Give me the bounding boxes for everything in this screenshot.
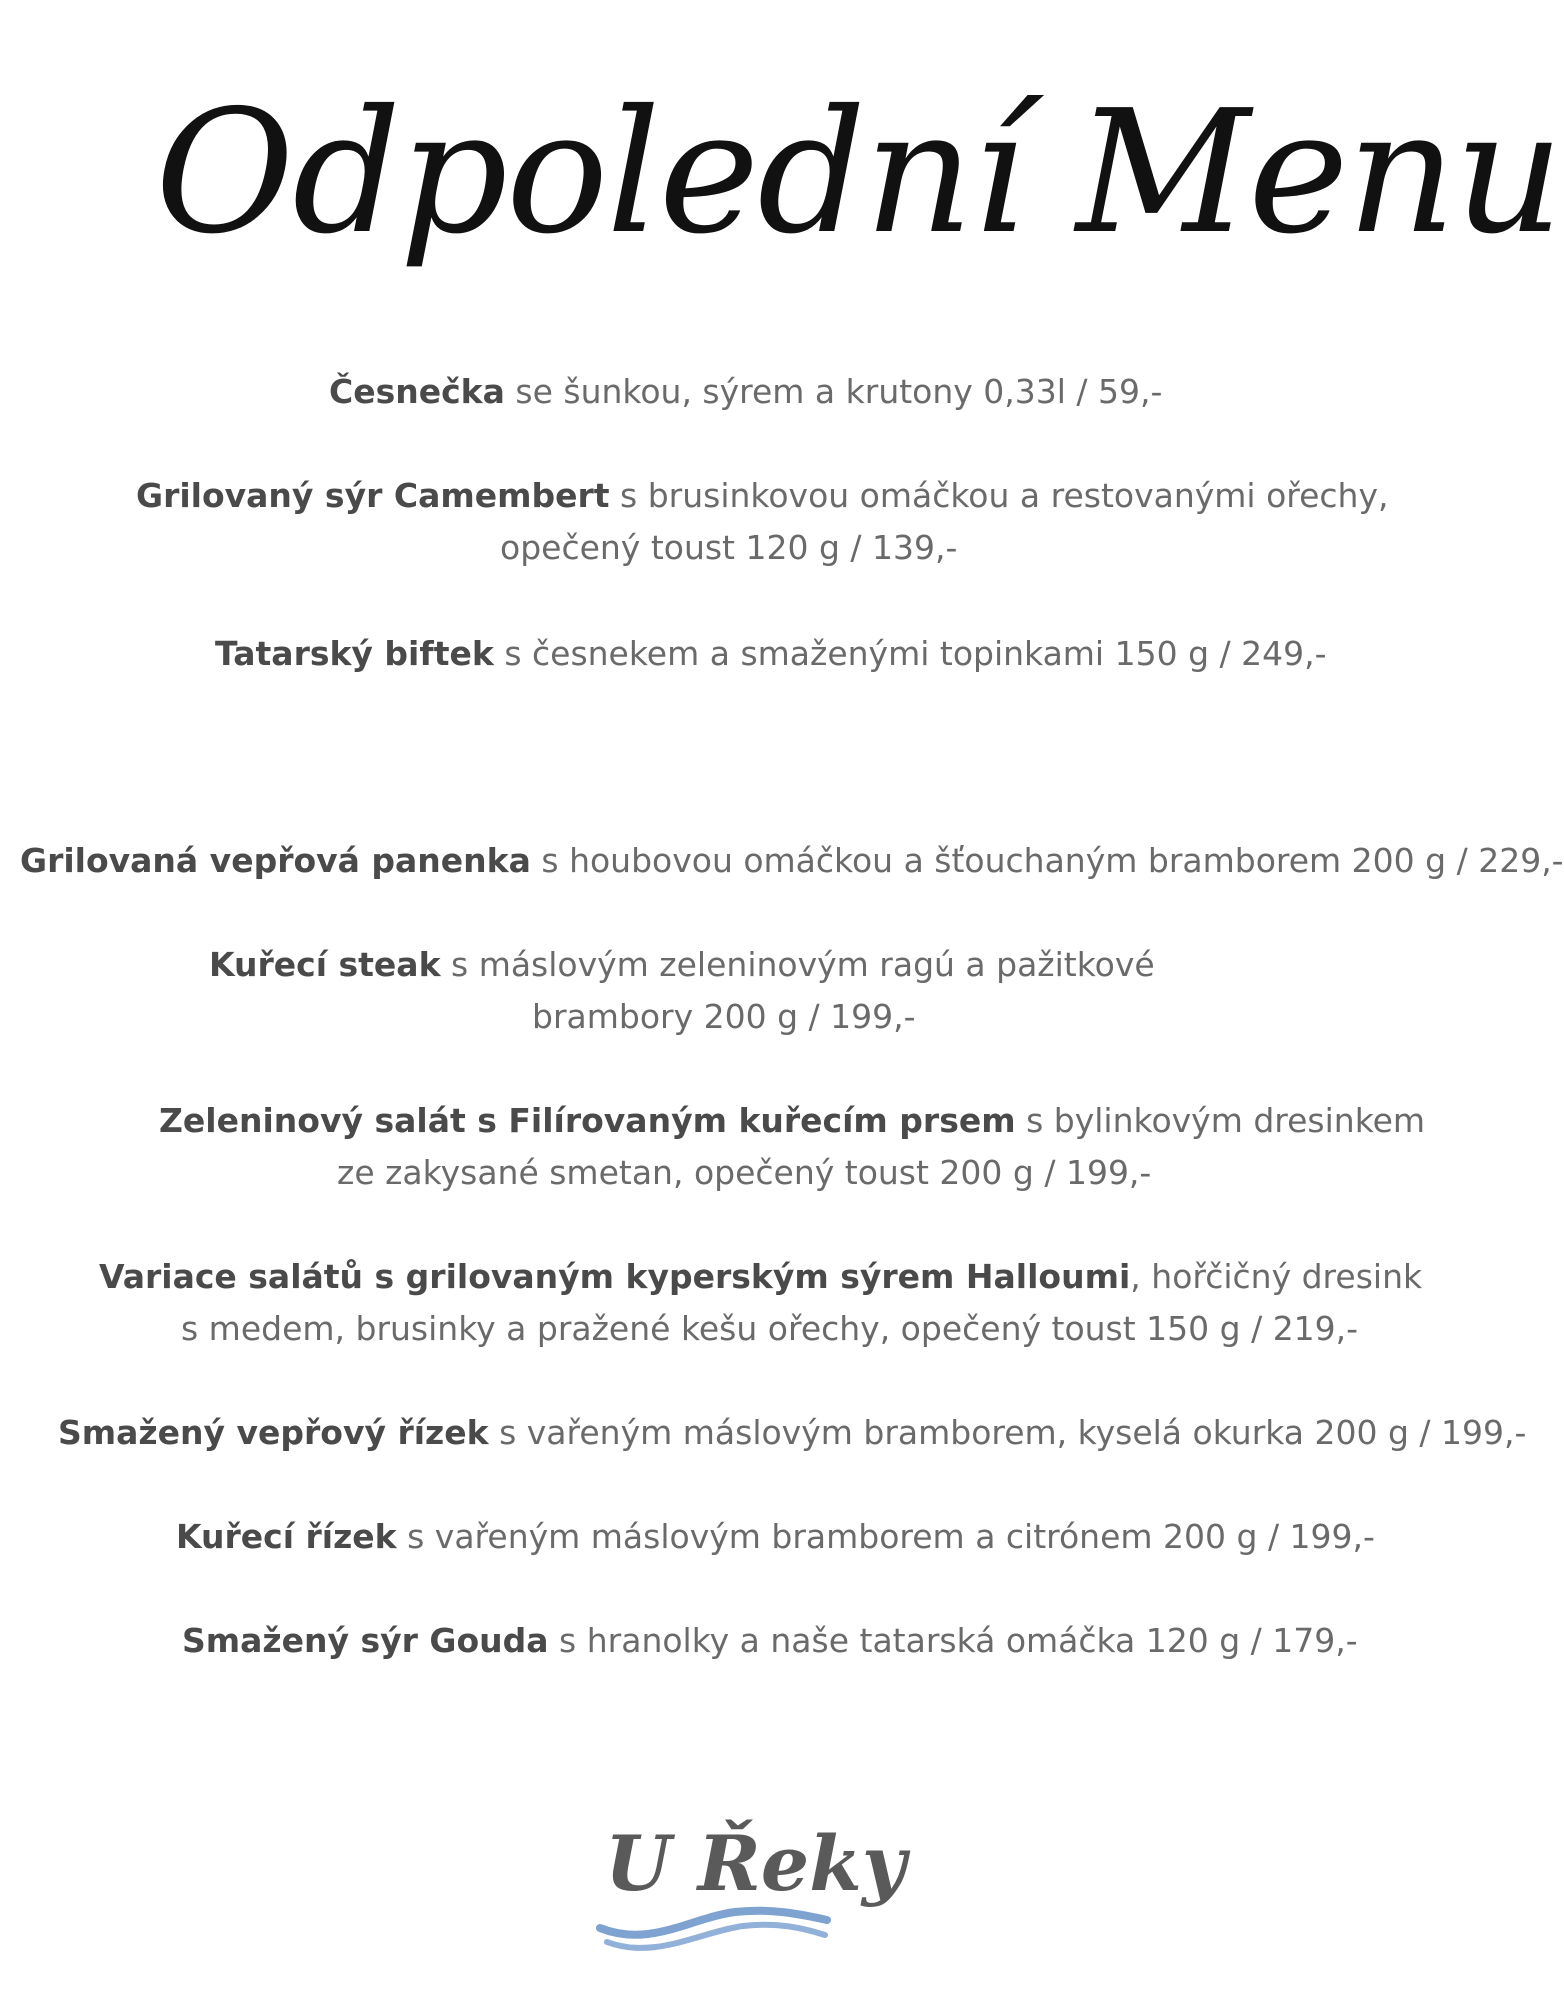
menu-item-name: Zeleninový salát s Filírovaným kuřecím prsem: [159, 1101, 1016, 1140]
menu-item-description: s houbovou omáčkou a šťouchaným bramborem 200 g / 229,-: [530, 841, 1564, 880]
menu-item-description: s bylinkovým dresinkem: [1015, 1101, 1426, 1140]
menu-item-description: s česnekem a smaženými topinkami 150 g / 249,-: [493, 634, 1327, 673]
menu-item-camembert-continued: opečený toust 120 g / 139,-: [500, 528, 958, 567]
menu-item-veprova-panenka: [20, 841, 1564, 881]
menu-item-kureci-steak: [209, 945, 1155, 985]
menu-item-variace-salatu-continued: s medem, brusinky a pražené kešu ořechy, opečený toust 150 g / 219,-: [181, 1309, 1359, 1348]
menu-title: Odpolední Menu: [155, 74, 1562, 272]
logo-text: U Řeky: [605, 1819, 907, 1908]
menu-item-description: s vařeným máslovým bramborem, kyselá okurka 200 g / 199,-: [488, 1413, 1527, 1452]
menu-item-kureci-rizek: [176, 1517, 1375, 1557]
menu-item-name: Kuřecí řízek: [176, 1517, 397, 1556]
menu-item-zeleninovy-salat: [159, 1101, 1425, 1141]
menu-item-name: Tatarský biftek: [215, 634, 494, 673]
menu-item-kureci-steak-continued: brambory 200 g / 199,-: [532, 997, 916, 1036]
menu-item-name: Grilovaný sýr Camembert: [136, 476, 610, 515]
menu-item-description: s vařeným máslovým bramborem a citrónem 200 g / 199,-: [396, 1517, 1375, 1556]
menu-item-vepřovy-rizek: [58, 1413, 1526, 1453]
menu-item-description: s brusinkovou omáčkou a restovanými ořechy,: [609, 476, 1389, 515]
menu-item-tatarsky-biftek: [215, 634, 1327, 674]
restaurant-logo: [595, 1790, 907, 1970]
menu-item-name: Variace salátů s grilovaným kyperským sýrem Halloumi: [99, 1257, 1131, 1296]
menu-item-description: s hranolky a naše tatarská omáčka 120 g / 179,-: [548, 1621, 1358, 1660]
menu-item-description: , hořčičný dresink: [1130, 1257, 1423, 1296]
menu-item-variace-salatu: [99, 1257, 1422, 1297]
menu-item-description: se šunkou, sýrem a krutony 0,33l / 59,-: [504, 372, 1163, 411]
menu-item-zeleninovy-salat-continued: ze zakysané smetan, opečený toust 200 g / 199,-: [337, 1153, 1152, 1192]
menu-item-name: Smažený sýr Gouda: [182, 1621, 549, 1660]
menu-item-description: s máslovým zeleninovým ragú a pažitkové: [440, 945, 1155, 984]
menu-item-cesnecka: [329, 372, 1162, 412]
menu-item-smazeny-syr: [182, 1621, 1358, 1661]
menu-item-camembert: [136, 476, 1389, 516]
menu-item-name: Grilovaná vepřová panenka: [20, 841, 531, 880]
menu-item-name: Kuřecí steak: [209, 945, 441, 984]
menu-item-name: Smažený vepřový řízek: [58, 1413, 489, 1452]
menu-item-name: Česnečka: [329, 372, 505, 411]
